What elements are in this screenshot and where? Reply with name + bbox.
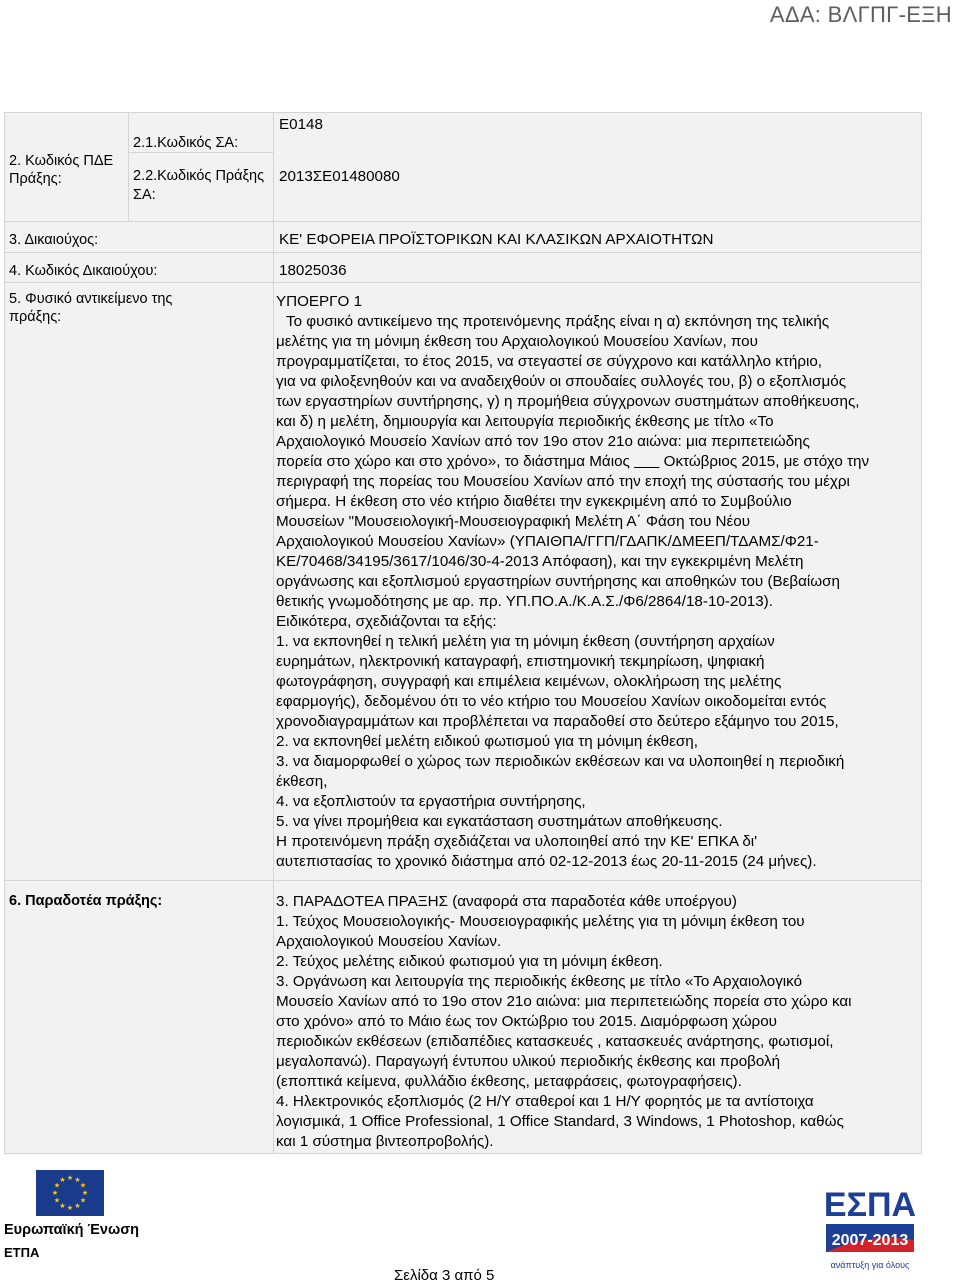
physical-object-text (276, 292, 916, 872)
text-line: στο χρόνο» από το Μάιο έως τον Οκτώβριο του 2015. Διαμόρφωση χώρου (276, 1013, 777, 1030)
row-divider-code (5, 282, 921, 283)
pde-code-label-2: Πράξης: (9, 171, 62, 187)
text-line: ευρημάτων, ηλεκτρονική καταγραφή, επιστημονική τεκμηρίωση, ψηφιακή (276, 653, 765, 670)
sa-project-code-value: 2013ΣΕ01480080 (279, 168, 400, 185)
row-divider-beneficiary (5, 252, 921, 253)
eu-stars-icon (36, 1170, 104, 1216)
text-line: εφαρμογής), δεδομένου ότι το νέο κτήριο του Μουσείου Χανίων οικοδομείται εντός (276, 693, 827, 710)
svg-text:★: ★ (79, 1196, 87, 1205)
text-line: ΚΕ/70468/34195/3617/1046/30-4-2013 Απόφαση), και την εγκεκριμένη Μελέτη (276, 553, 804, 570)
deliverables-label: 6. Παραδοτέα πράξης: (9, 893, 163, 909)
text-line: 1. Τεύχος Μουσειολογικής- Μουσειογραφικής μελέτης για τη μόνιμη έκθεση του (276, 913, 805, 930)
beneficiary-label: 3. Δικαιούχος: (9, 232, 99, 248)
eu-label: Ευρωπαϊκή Ένωση (4, 1222, 139, 1238)
espa-logo-years: 2007-2013 (831, 1232, 909, 1249)
text-line: (εποπτικά κείμενα, φυλλάδιο έκθεσης, μεταφράσεις, φωτογραφήσεις). (276, 1073, 742, 1090)
text-line: θετικής γνωμοδότησης με αρ. πρ. ΥΠ.ΠΟ.Α./Κ.Α.Σ./Φ6/2864/18-10-2013). (276, 593, 773, 610)
text-line: 2. να εκπονηθεί μελέτη ειδικού φωτισμού για τη μόνιμη έκθεση, (276, 733, 698, 750)
svg-text:★: ★ (66, 1174, 74, 1182)
svg-text:★: ★ (53, 1181, 61, 1190)
espa-logo (822, 1176, 918, 1280)
text-line: έκθεση, (276, 773, 328, 790)
physical-object-label-2: πράξης: (9, 309, 62, 325)
svg-text:★: ★ (81, 1189, 89, 1197)
text-line: σήμερα. Η έκθεση στο νέο κτήριο διαθέτει την εγκεκριμένη από το Συμβούλιο (276, 493, 792, 510)
text-line: 4. να εξοπλιστούν τα εργαστήρια συντήρησης, (276, 793, 586, 810)
etpa-label: ΕΤΠΑ (4, 1245, 40, 1260)
sa-project-code-label: 2.2.Κωδικός Πράξης (133, 168, 265, 184)
svg-text:★: ★ (59, 1202, 66, 1210)
text-line: και 1 σύστημα βιντεοπροβολής). (276, 1133, 494, 1150)
text-line: μεγαλοπανώ). Παραγωγή έντυπου υλικού περιοδικής έκθεσης και προβολή (276, 1053, 781, 1070)
eu-flag-icon (36, 1170, 104, 1216)
row-divider-pde (5, 221, 921, 222)
sa-code-value: Ε0148 (279, 116, 323, 133)
svg-text:★: ★ (74, 1176, 81, 1184)
svg-text:★: ★ (59, 1176, 66, 1184)
row-divider-object (5, 880, 921, 881)
espa-logo-text: ΕΣΠΑ (823, 1186, 917, 1224)
col-divider-2 (273, 113, 274, 1153)
text-line (276, 452, 916, 472)
text-line: αυτεπιστασίας το χρονικό διάστημα από 02-12-2013 έως 20-11-2015 (24 μήνες). (276, 853, 817, 870)
text-line: 3. Οργάνωση και λειτουργία της περιοδικής έκθεσης με τίτλο «Το Αρχαιολογικό (276, 973, 803, 990)
text-line: Μουσείων "Μουσειολογική-Μουσειογραφική Μελέτη Α΄ Φάση του Νέου (276, 513, 751, 530)
text-line: Μουσείο Χανίων από το 19ο στον 21ο αιώνα: μια περιπετειώδης πορεία στο χώρο και (276, 993, 852, 1010)
text-line: Ειδικότερα, σχεδιάζονται τα εξής: (276, 613, 497, 630)
text-line: 5. να γίνει προμήθεια και εγκατάσταση συστημάτων αποθήκευσης. (276, 813, 723, 830)
col-divider-1 (128, 113, 129, 221)
text-line: των εργαστηρίων συντήρησης, γ) η προμήθεια σύγχρονων συστημάτων αποθήκευσης, (276, 393, 860, 410)
text-line: φωτογράφηση, συγγραφή και επιμέλεια κειμένων, ολοκλήρωση της μελέτης (276, 673, 782, 690)
text-line: λογισμικά, 1 Office Professional, 1 Office Standard, 3 Windows, 1 Photoshop, καθώς (276, 1113, 844, 1130)
text-line: ΥΠΟΕΡΓΟ 1 (276, 293, 363, 310)
svg-text:★: ★ (79, 1181, 87, 1190)
text-line: Αρχαιολογικού Μουσείου Χανίων. (276, 933, 502, 950)
svg-text:★: ★ (51, 1189, 59, 1197)
text-segment: Οκτώβριος 2015, με στόχο την (663, 453, 870, 470)
page-number: Σελίδα 3 από 5 (394, 1267, 495, 1284)
text-line: προγραμματίζεται, το έτος 2015, να στεγαστεί σε σύγχρονο και κατάλληλο κτήριο, (276, 353, 823, 370)
beneficiary-code-value: 18025036 (279, 262, 347, 279)
espa-logo-caption: ανάπτυξη για όλους (830, 1260, 910, 1270)
text-line: Το φυσικό αντικείμενο της προτεινόμενης πράξης είναι η α) εκπόνηση της τελικής (286, 313, 830, 330)
text-line: χρονοδιαγραμμάτων και προβλέπεται να παραδοθεί στο δεύτερο εξάμηνο του 2015, (276, 713, 839, 730)
pde-code-label: 2. Κωδικός ΠΔΕ (9, 153, 114, 169)
text-line: περιοδικών εκθέσεων (επιδαπέδιες κατασκευές , κατασκευές ανάρτησης, φωτισμοί, (276, 1033, 834, 1050)
text-line: οργάνωσης και εξοπλισμού εργαστηρίων συντήρησης και αποθηκών του (Βεβαίωση (276, 573, 840, 590)
text-segment: πορεία στο χώρο και στο χρόνο», το διάστημα Μάιος (276, 453, 635, 470)
text-line: 1. να εκπονηθεί η τελική μελέτη για τη μόνιμη έκθεση (συντήρηση αρχαίων (276, 633, 775, 650)
text-line: περιγραφή της πορείας του Μουσείου Χανίων από την εποχή της σύστασής του μέχρι (276, 473, 850, 490)
sa-code-label: 2.1.Κωδικός ΣΑ: (133, 135, 239, 151)
text-line: για να φιλοξενηθούν και να αναδειχθούν οι σπουδαίες συλλογές του, β) ο εξοπλισμός (276, 373, 847, 390)
text-line: μελέτης για τη μόνιμη έκθεση του Αρχαιολογικού Μουσείου Χανίων, που (276, 333, 758, 350)
physical-object-label: 5. Φυσικό αντικείμενο της (9, 291, 173, 307)
svg-text:★: ★ (53, 1196, 61, 1205)
ada-code: ΑΔΑ: ΒΛΓΠΓ-ΕΞΗ (769, 2, 952, 27)
text-line: Αρχαιολογικό Μουσείο Χανίων από τον 19ο στον 21ο αιώνα: μια περιπετειώδης (276, 433, 810, 450)
svg-text:★: ★ (66, 1204, 74, 1212)
deliverables-text (276, 892, 916, 1152)
beneficiary-value: ΚΕ' ΕΦΟΡΕΙΑ ΠΡΟΪΣΤΟΡΙΚΩΝ ΚΑΙ ΚΛΑΣΙΚΩΝ ΑΡΧΑΙΟΤΗΤΩΝ (279, 231, 714, 248)
beneficiary-code-label: 4. Κωδικός Δικαιούχου: (9, 263, 158, 279)
dash-underline (634, 453, 659, 470)
espa-logo-icon (822, 1176, 918, 1280)
text-line: 2. Τεύχος μελέτης ειδικού φωτισμού για τη μόνιμη έκθεση. (276, 953, 663, 970)
row-divider-sa (129, 152, 273, 153)
svg-text:★: ★ (74, 1202, 81, 1210)
text-line: Αρχαιολογικού Μουσείου Χανίων» (ΥΠΑΙΘΠΑ/ΓΓΠ/ΓΔΑΠΚ/ΔΜΕΕΠ/ΤΔΑΜΣ/Φ21- (276, 533, 819, 550)
text-line: Η προτεινόμενη πράξη σχεδιάζεται να υλοποιηθεί από την ΚΕ' ΕΠΚΑ δι' (276, 833, 758, 850)
sa-project-code-label-2: ΣΑ: (133, 187, 156, 203)
text-line: 3. ΠΑΡΑΔΟΤΕΑ ΠΡΑΞΗΣ (αναφορά στα παραδοτέα κάθε υποέργου) (276, 893, 737, 910)
text-line: 4. Ηλεκτρονικός εξοπλισμός (2 Η/Υ σταθεροί και 1 Η/Υ φορητός με τα αντίστοιχα (276, 1093, 814, 1110)
text-line: και δ) η μελέτη, δημιουργία και λειτουργία περιοδικής έκθεσης με τίτλο «Το (276, 413, 774, 430)
text-line: 3. να διαμορφωθεί ο χώρος των περιοδικών εκθέσεων και να υλοποιηθεί η περιοδική (276, 753, 845, 770)
